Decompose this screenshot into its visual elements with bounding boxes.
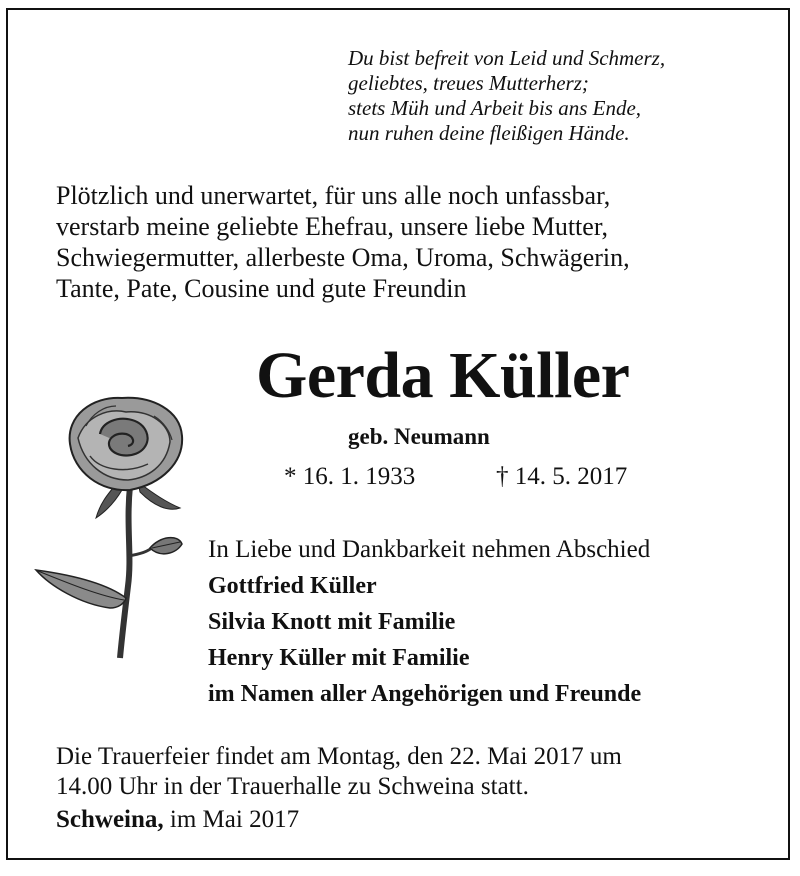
ceremony-line: Die Trauerfeier findet am Montag, den 22. Mai 2017 um (56, 743, 622, 770)
ceremony-info (56, 742, 776, 802)
farewell-section (208, 532, 768, 712)
obituary-card (6, 8, 790, 860)
mourner-name: Silvia Knott mit Familie (208, 609, 456, 635)
poem (348, 46, 768, 146)
mourner-name: Gottfried Küller (208, 573, 377, 599)
mourner-name: Henry Küller mit Familie (208, 645, 470, 671)
poem-line: Du bist befreit von Leid und Schmerz, (348, 46, 666, 70)
place-date (56, 806, 299, 834)
mourner-name: im Namen aller Angehörigen und Freunde (208, 681, 642, 707)
birth-date: * 16. 1. 1933 (284, 463, 416, 490)
poem-line: nun ruhen deine fleißigen Hände. (348, 121, 630, 145)
announcement-line: verstarb meine geliebte Ehefrau, unsere liebe Mutter, (56, 212, 608, 241)
rose-icon (30, 386, 210, 666)
death-date: † 14. 5. 2017 (496, 463, 628, 490)
announcement-text (56, 180, 776, 304)
announcement-line: Plötzlich und unerwartet, für uns alle noch unfassbar, (56, 181, 611, 210)
farewell-intro: In Liebe und Dankbarkeit nehmen Abschied (208, 536, 651, 563)
place-date-text: im Mai 2017 (169, 806, 300, 833)
place-town: Schweina, (56, 806, 164, 833)
announcement-line: Schwiegermutter, allerbeste Oma, Uroma, Schwägerin, (56, 243, 630, 272)
poem-line: stets Müh und Arbeit bis ans Ende, (348, 96, 642, 120)
ceremony-line: 14.00 Uhr in der Trauerhalle zu Schweina statt. (56, 773, 529, 800)
maiden-name: geb. Neumann (348, 424, 490, 449)
deceased-name: Gerda Küller (256, 339, 630, 412)
announcement-line: Tante, Pate, Cousine und gute Freundin (56, 274, 467, 303)
poem-line: geliebtes, treues Mutterherz; (348, 71, 589, 95)
